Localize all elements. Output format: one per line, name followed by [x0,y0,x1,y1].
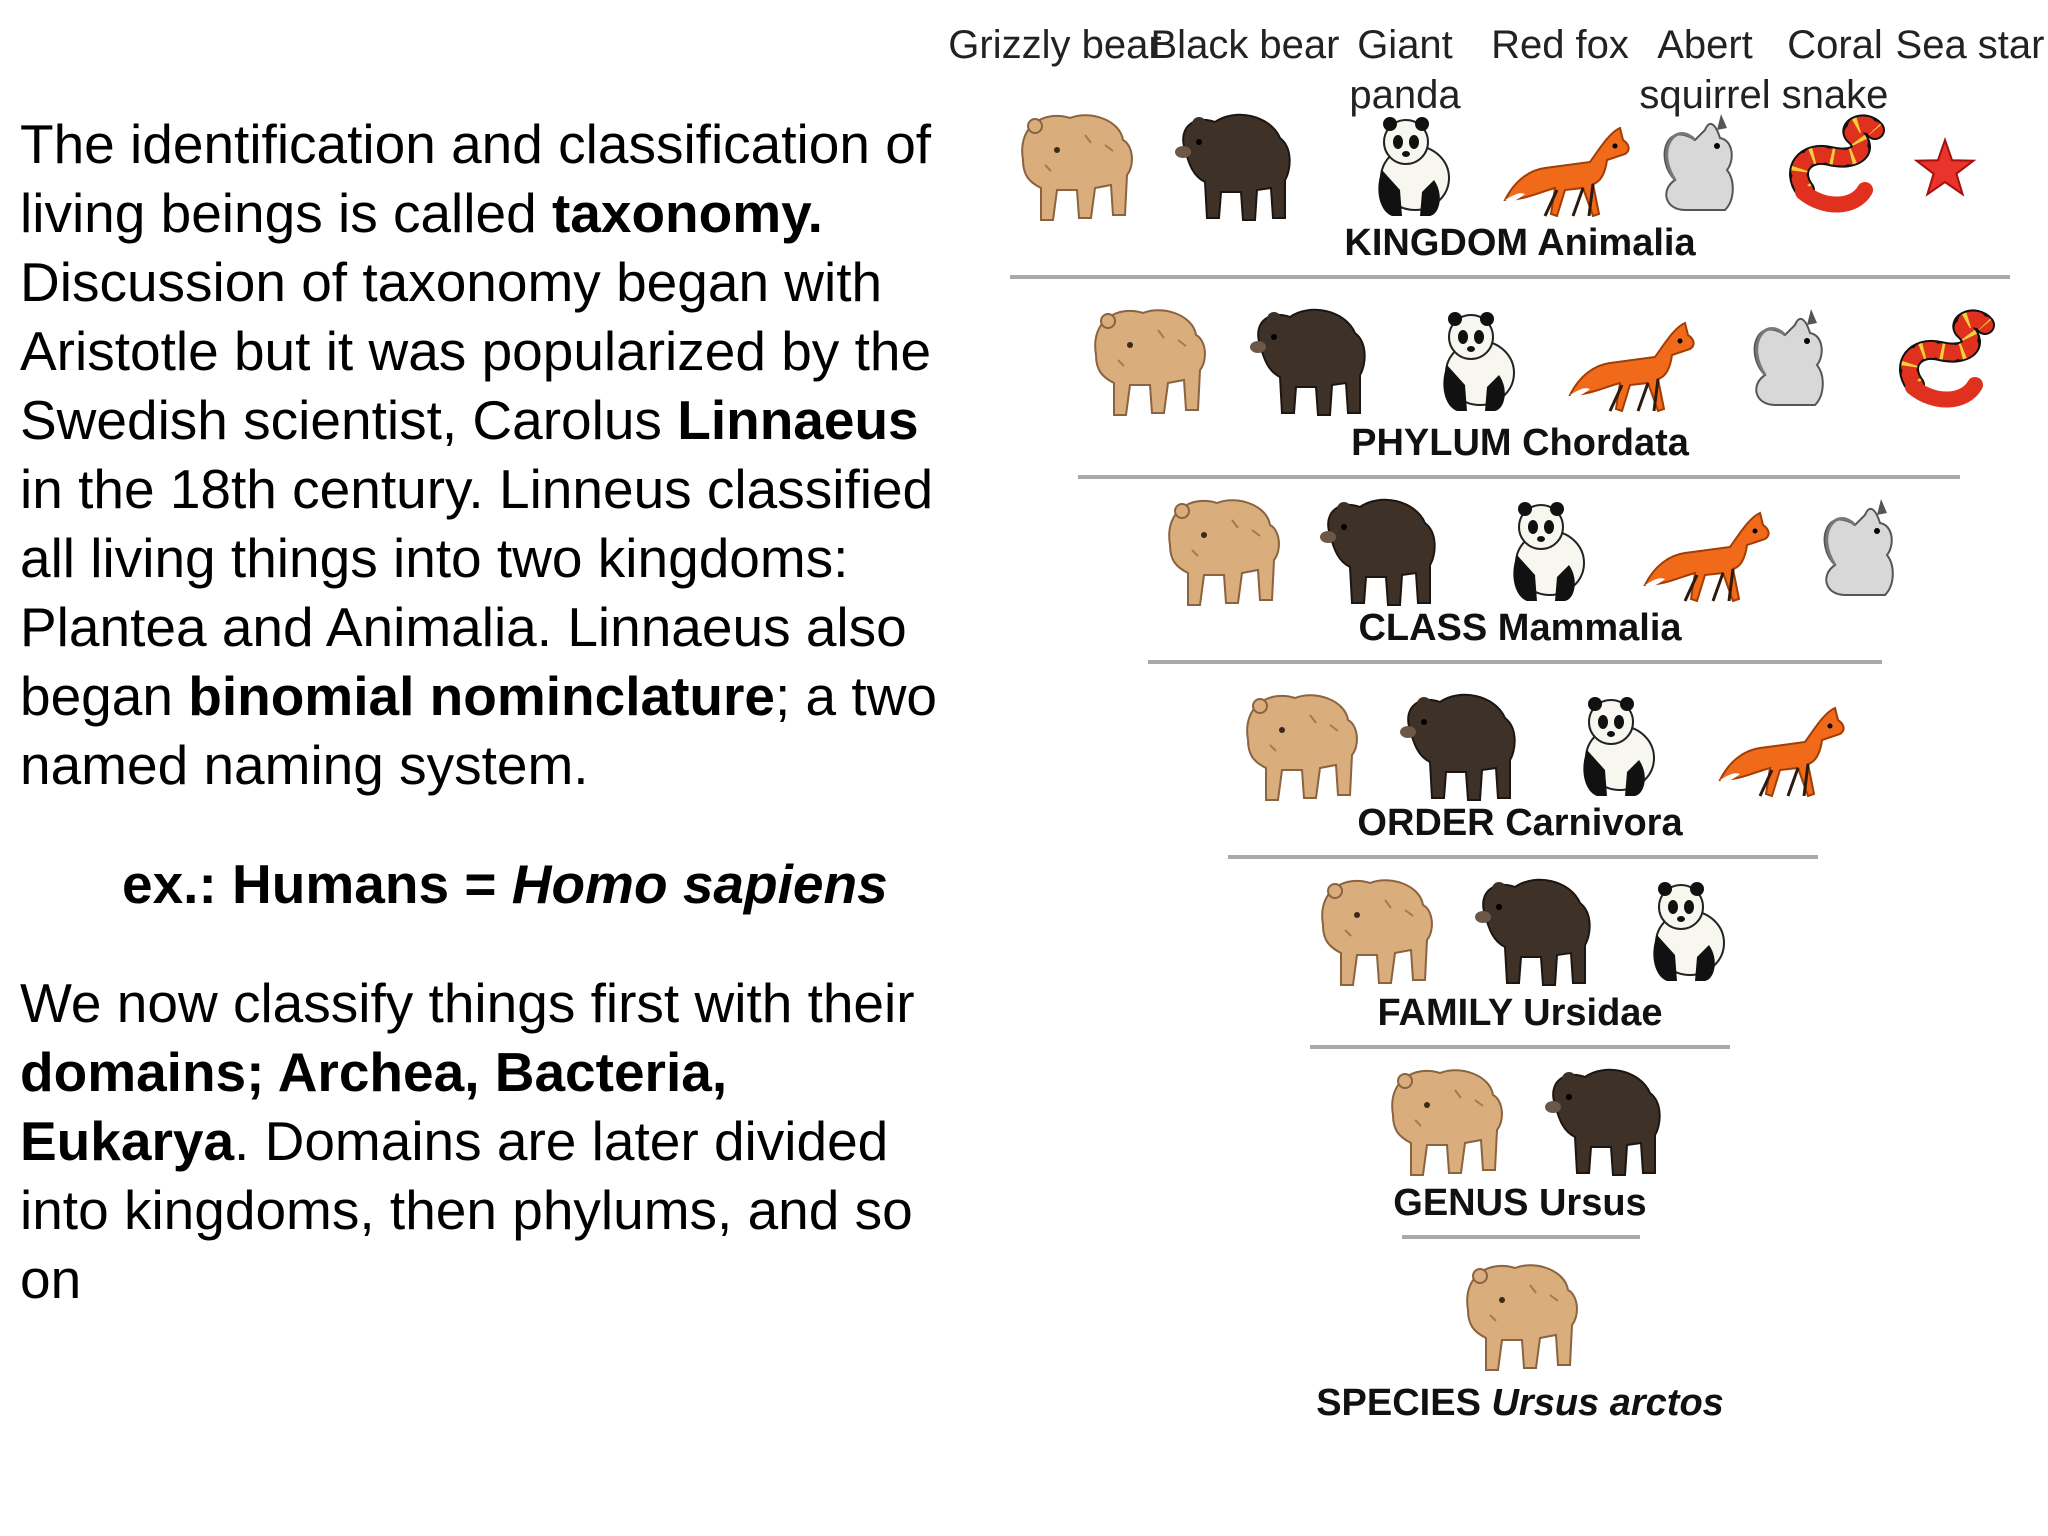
rank-label-genus [1393,1182,1646,1224]
column-header-giant-panda: Giant [1357,23,1453,67]
column-header-abert-squirrel: Abert [1657,23,1753,67]
bold-term: domains; Archea, Bacteria, Eukarya [20,1041,728,1172]
giant-panda-icon [1443,312,1514,411]
column-header-red-fox: Red fox [1491,23,1629,67]
rank-name: SPECIES [1316,1382,1492,1424]
column-header-coral-snake: snake [1781,73,1889,117]
grizzly-bear-icon [1322,880,1432,985]
abert-squirrel-icon [1755,309,1823,405]
text-run: ; a two named naming system. [20,665,938,796]
abert-squirrel-icon [1825,499,1893,595]
example-prefix: ex.: Humans = [122,853,512,915]
text-run: in the 18th century. Linneus classified all living things into two kingdoms: Plantea and Animalia. Linnaeus also began [20,458,934,727]
black-bear-icon [1250,310,1365,415]
column-header-sea-star: Sea star [1895,23,2045,67]
giant-panda-icon [1653,882,1724,981]
taxon-name: Ursidae [1523,992,1663,1034]
black-bear-icon [1320,500,1435,605]
black-bear-icon [1545,1070,1660,1175]
grizzly-bear-icon [1392,1070,1502,1175]
rank-label-order [1357,802,1683,844]
rank-name: CLASS [1358,607,1498,649]
column-header-coral-snake: Coral [1787,23,1883,67]
grizzly-bear-icon [1022,115,1132,220]
example-scientific-name: Homo sapiens [511,853,888,915]
black-bear-icon [1400,695,1515,800]
rank-label-kingdom [1344,222,1696,264]
rank-name: ORDER [1357,802,1506,844]
sea-star-icon [1917,140,1974,194]
giant-panda-icon [1378,117,1449,216]
red-fox-icon [1570,323,1694,411]
grizzly-bear-icon [1467,1265,1577,1370]
coral-snake-icon [1909,319,1985,399]
abert-squirrel-icon [1665,114,1733,210]
grizzly-bear-icon [1095,310,1205,415]
giant-panda-icon [1583,697,1654,796]
bold-term: taxonomy. [551,182,823,244]
text-run: Discussion of taxonomy began with Aristotle but it was popularized by the Swedish scientist, Carolus [20,251,932,451]
column-header-grizzly-bear: Grizzly bear [948,23,1162,67]
rank-label-species [1316,1382,1724,1424]
coral-snake-icon [1799,124,1875,204]
rank-name: GENUS [1393,1182,1539,1224]
red-fox-icon [1645,513,1769,601]
rank-label-family [1377,992,1662,1034]
text-run: The identification and classification of living beings is called [20,113,932,244]
text-run: . Domains are later divided into kingdoms, then phylums, and so on [20,1110,913,1310]
taxon-name: Carnivora [1505,802,1683,844]
column-header-abert-squirrel: squirrel [1639,73,1771,117]
taxon-name: Mammalia [1497,607,1682,649]
rank-name: FAMILY [1377,992,1524,1034]
rank-name: PHYLUM [1351,422,1523,464]
column-header-giant-panda: panda [1349,73,1461,117]
rank-label-phylum [1351,422,1690,464]
rank-name: KINGDOM [1344,222,1538,264]
taxon-name: Ursus [1538,1182,1647,1224]
bold-term: binomial nominclature [188,665,775,727]
grizzly-bear-icon [1247,695,1357,800]
red-fox-icon [1505,128,1629,216]
black-bear-icon [1175,115,1290,220]
column-header-black-bear: Black bear [1150,23,1340,67]
rank-label-class [1358,607,1682,649]
text-run: We now classify things first with their [20,972,915,1034]
grizzly-bear-icon [1169,500,1279,605]
taxon-name: Animalia [1537,222,1696,264]
giant-panda-icon [1513,502,1584,601]
bold-term: Linnaeus [677,389,919,451]
red-fox-icon [1720,708,1844,796]
black-bear-icon [1475,880,1590,985]
taxon-name: Ursus arctos [1491,1382,1724,1424]
taxon-name: Chordata [1522,422,1689,464]
